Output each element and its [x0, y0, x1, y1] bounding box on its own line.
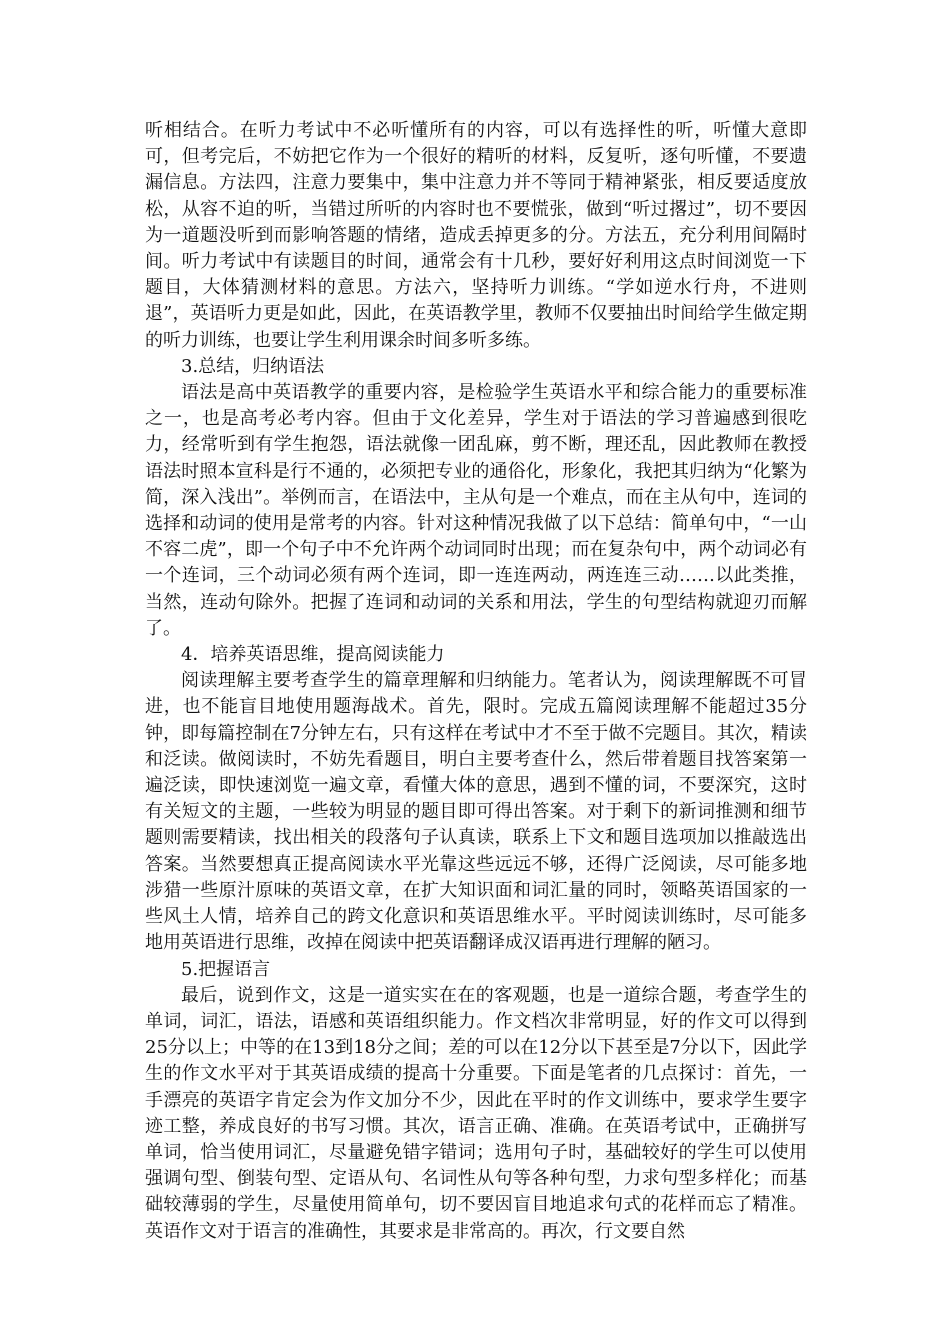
- paragraph-writing: 最后，说到作文，这是一道实实在在的客观题，也是一道综合题，考查学生的单词，词汇，语法，语感和英语组织能力。作文档次非常明显，好的作文可以得到25分以上；中等的在13到18分之间；差的可以在12分以下甚至是7分以下，因此学生的作文水平对于其英语成绩的提高十分重要。下面是笔者的几点探讨：首先，一手漂亮的英语字肯定会为作文加分不少，因此在平时的作文训练中，要求学生要字迹工整，养成良好的书写习惯。其次，语言正确、准确。在英语考试中，正确拼写单词，恰当使用词汇，尽量避免错字错词；选用句子时，基础较好的学生可以使用强调句型、倒装句型、定语从句、名词性从句等各种句型，力求句型多样化；而基础较薄弱的学生，尽量使用简单句，切不要因盲目地追求句式的花样而忘了精准。英语作文对于语言的准确性，其要求是非常高的。再次，行文要自然: [145, 984, 807, 1242]
- section-heading-reading: 4．培养英语思维，提高阅读能力: [181, 644, 445, 666]
- section-heading-grammar: 3.总结，归纳语法: [181, 355, 325, 377]
- paragraph-listening-methods: 听相结合。在听力考试中不必听懂所有的内容，可以有选择性的听，听懂大意即可，但考完后，不妨把它作为一个很好的精听的材料，反复听，逐句听懂，不要遗漏信息。方法四，注意力要集中，集中注意力并不等同于精神紧张，相反要适度放松，从容不迫的听，当错过所听的内容时也不要慌张，做到“听过撂过”，切不要因为一道题没听到而影响答题的情绪，造成丢掉更多的分。方法五，充分利用间隔时间。听力考试中有读题目的时间，通常会有十几秒，要好好利用这点时间浏览一下题目，大体猜测材料的意思。方法六，坚持听力训练。“学如逆水行舟，不进则退”，英语听力更是如此，因此，在英语教学里，教师不仅要抽出时间给学生做定期的听力训练，也要让学生利用课余时间多听多练。: [145, 120, 807, 351]
- document-page: [145, 118, 807, 1245]
- paragraph-grammar: 语法是高中英语教学的重要内容，是检验学生英语水平和综合能力的重要标准之一，也是高考必考内容。但由于文化差异，学生对于语法的学习普遍感到很吃力，经常听到有学生抱怨，语法就像一团乱麻，剪不断，理还乱，因此教师在教授语法时照本宣科是行不通的，必须把专业的通俗化，形象化，我把其归纳为“化繁为简，深入浅出”。举例而言，在语法中，主从句是一个难点，而在主从句中，连词的选择和动词的使用是常考的内容。针对这种情况我做了以下总结：简单句中，“一山不容二虎”，即一个句子中不允许两个动词同时出现；而在复杂句中，两个动词必有一个连词，三个动词必须有两个连词，即一连连两动，两连连三动……以此类推，当然，连动句除外。把握了连词和动词的关系和用法，学生的句型结构就迎刃而解了。: [145, 382, 807, 639]
- paragraph-reading: 阅读理解主要考查学生的篇章理解和归纳能力。笔者认为，阅读理解既不可冒进，也不能盲目地使用题海战术。首先，限时。完成五篇阅读理解不能超过35分钟，即每篇控制在7分钟左右，只有这样在考试中才不至于做不完题目。其次，精读和泛读。做阅读时，不妨先看题目，明白主要考查什么，然后带着题目找答案第一遍泛读，即快速浏览一遍文章，看懂大体的意思，遇到不懂的词，不要深究，这时有关短文的主题，一些较为明显的题目即可得出答案。对于剩下的新词推测和细节题则需要精读，找出相关的段落句子认真读，联系上下文和题目选项加以推敲选出答案。当然要想真正提高阅读水平光靠这些远远不够，还得广泛阅读，尽可能多地涉猎一些原汁原味的英语文章，在扩大知识面和词汇量的同时，领略英语国家的一些风土人情，培养自己的跨文化意识和英语思维水平。平时阅读训练时，尽可能多地用英语进行思维，改掉在阅读中把英语翻译成汉语再进行理解的陋习。: [145, 670, 807, 954]
- section-heading-language: 5.把握语言: [181, 958, 271, 980]
